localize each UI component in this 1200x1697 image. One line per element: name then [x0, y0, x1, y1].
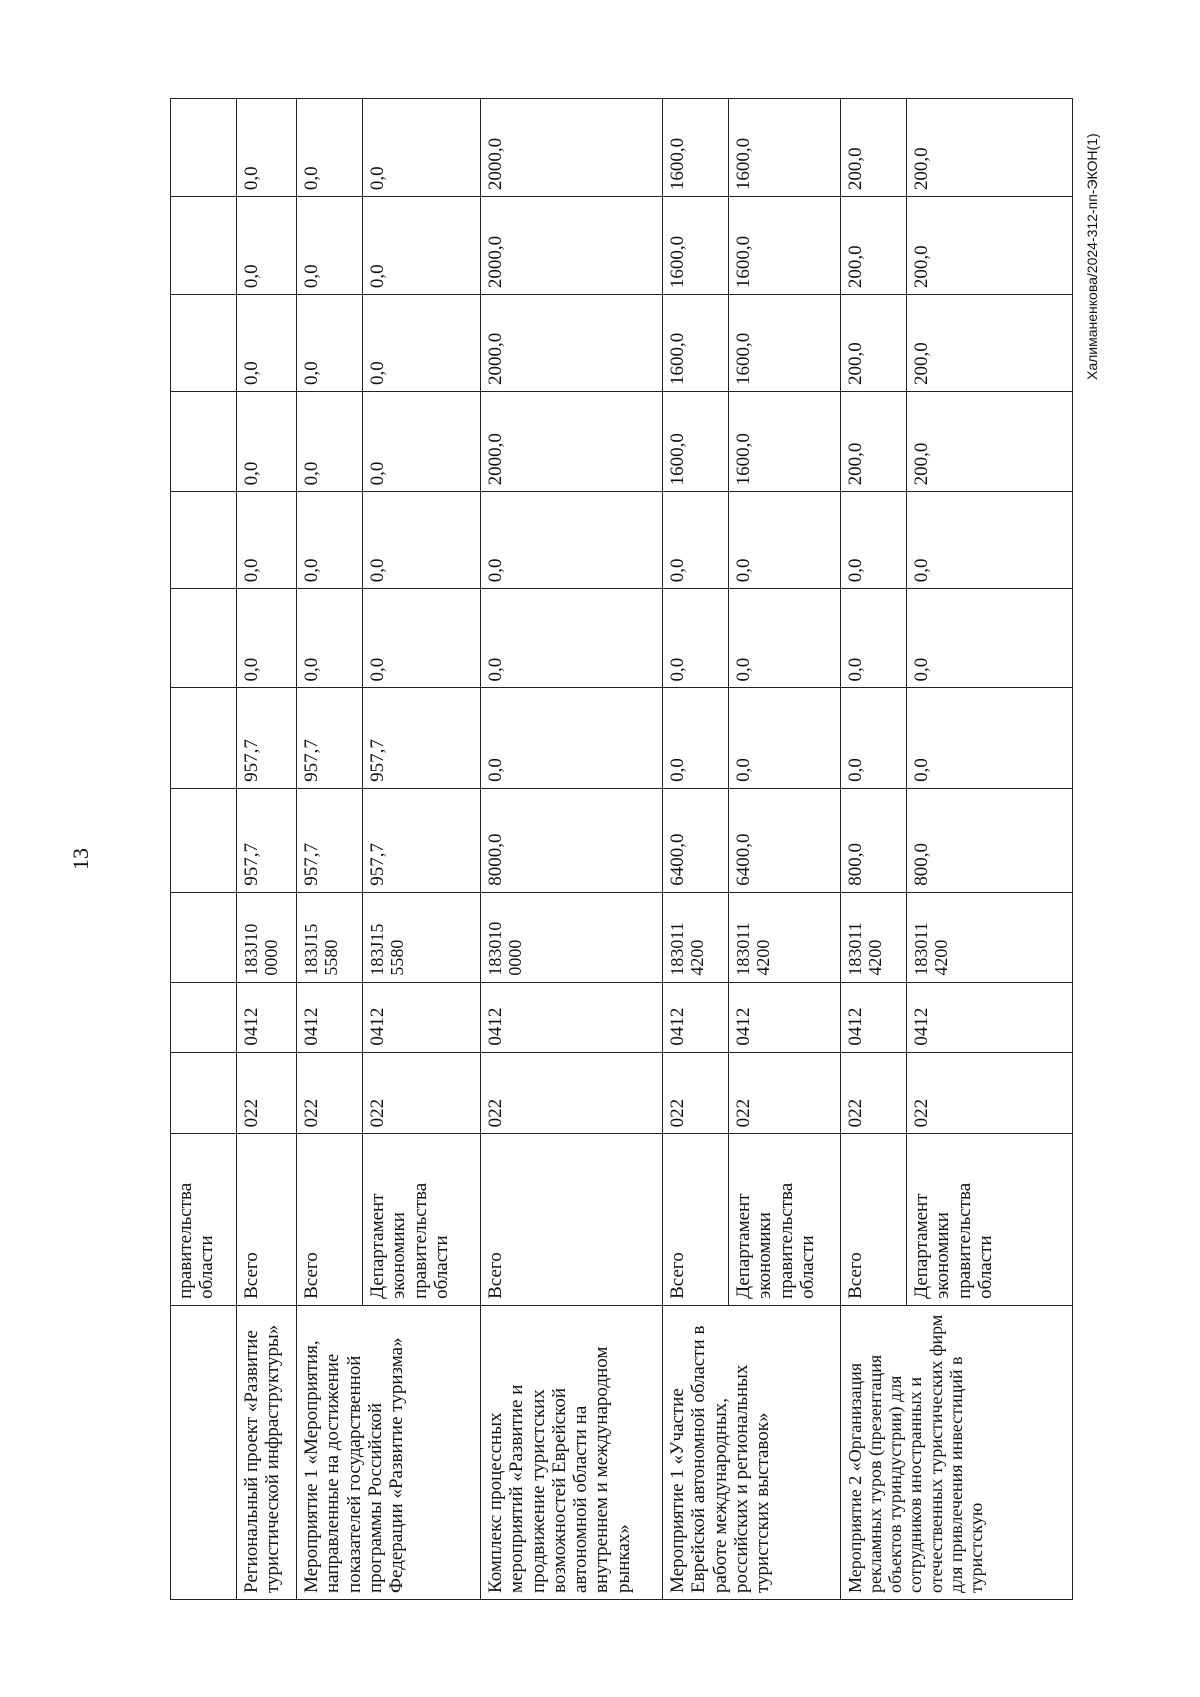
page-number: 13 — [68, 848, 93, 870]
row-value: 0,0 — [237, 492, 297, 589]
row-value: 1600,0 — [729, 295, 841, 392]
row-rzpr: 0412 — [907, 982, 1073, 1052]
row-value: 0,0 — [841, 492, 907, 589]
row-value: 0,0 — [363, 492, 481, 589]
row-value: 0,0 — [237, 99, 297, 197]
row-value: 957,7 — [237, 688, 297, 788]
row-value: 0,0 — [481, 492, 663, 589]
row-value: 0,0 — [663, 589, 729, 688]
row-rzpr: 0412 — [363, 982, 481, 1052]
row-value: 0,0 — [907, 492, 1073, 589]
header-executor-continuation: правительства области — [171, 1134, 237, 1306]
row-executor: Департамент экономики правительства области — [363, 1134, 481, 1306]
row-value: 0,0 — [663, 492, 729, 589]
row-value: 200,0 — [841, 99, 907, 197]
row-value: 6400,0 — [729, 788, 841, 892]
row-grbs: 022 — [729, 1052, 841, 1134]
row-name: Региональный проект «Развитие туристической инфраструктуры» — [237, 1305, 297, 1599]
row-value: 0,0 — [663, 688, 729, 788]
row-rzpr: 0412 — [841, 982, 907, 1052]
row-grbs: 022 — [841, 1052, 907, 1134]
row-value: 0,0 — [363, 392, 481, 492]
row-value: 2000,0 — [481, 392, 663, 492]
row-value: 200,0 — [841, 197, 907, 295]
row-value: 0,0 — [729, 688, 841, 788]
row-value: 0,0 — [297, 589, 363, 688]
row-value: 200,0 — [841, 392, 907, 492]
row-value: 0,0 — [363, 99, 481, 197]
row-name: Мероприятие 2 «Организация рекламных туров (презентация объектов туриндустрии) для сотрудников иностранных и отечественных туристических фирм для привлечения инвестиций в туристскую — [841, 1305, 1073, 1599]
row-rzpr: 0412 — [237, 982, 297, 1052]
row-value: 0,0 — [481, 589, 663, 688]
budget-table-container — [170, 98, 1072, 1600]
row-value: 0,0 — [841, 688, 907, 788]
row-value: 2000,0 — [481, 99, 663, 197]
row-value: 200,0 — [841, 295, 907, 392]
row-value: 0,0 — [363, 295, 481, 392]
row-name: Комплекс процессных мероприятий «Развитие и продвижение туристских возможностей Еврейской автономной области на внутреннем и международном рынках» — [481, 1305, 663, 1599]
header-continuation-row — [171, 99, 237, 1600]
row-value: 957,7 — [297, 788, 363, 892]
row-csr: 183011 4200 — [907, 892, 1073, 982]
row-executor: Департамент экономики правительства области — [907, 1134, 1073, 1306]
table-row — [663, 99, 729, 1600]
row-executor: Всего — [481, 1134, 663, 1306]
row-grbs: 022 — [297, 1052, 363, 1134]
row-grbs: 022 — [663, 1052, 729, 1134]
row-value: 0,0 — [297, 99, 363, 197]
table-row — [237, 99, 297, 1600]
row-value: 957,7 — [297, 688, 363, 788]
row-value: 2000,0 — [481, 197, 663, 295]
row-value: 0,0 — [237, 589, 297, 688]
row-value: 200,0 — [907, 392, 1073, 492]
row-csr: 183J10 0000 — [237, 892, 297, 982]
row-value: 200,0 — [907, 295, 1073, 392]
row-csr: 183J15 5580 — [297, 892, 363, 982]
row-value: 0,0 — [907, 589, 1073, 688]
row-grbs: 022 — [363, 1052, 481, 1134]
row-value: 0,0 — [481, 688, 663, 788]
row-executor: Всего — [237, 1134, 297, 1306]
row-value: 1600,0 — [663, 392, 729, 492]
row-value: 1600,0 — [729, 392, 841, 492]
row-executor: Всего — [297, 1134, 363, 1306]
row-csr: 183J15 5580 — [363, 892, 481, 982]
row-value: 200,0 — [907, 197, 1073, 295]
row-executor: Всего — [841, 1134, 907, 1306]
row-value: 1600,0 — [729, 99, 841, 197]
row-grbs: 022 — [237, 1052, 297, 1134]
row-value: 0,0 — [729, 492, 841, 589]
row-value: 800,0 — [907, 788, 1073, 892]
row-rzpr: 0412 — [729, 982, 841, 1052]
row-value: 200,0 — [907, 99, 1073, 197]
row-value: 800,0 — [841, 788, 907, 892]
row-value: 0,0 — [237, 392, 297, 492]
cell-empty — [171, 1305, 237, 1599]
row-grbs: 022 — [907, 1052, 1073, 1134]
row-csr: 183011 4200 — [663, 892, 729, 982]
table-row — [297, 99, 363, 1600]
row-value: 8000,0 — [481, 788, 663, 892]
row-value: 957,7 — [237, 788, 297, 892]
budget-table — [170, 98, 1073, 1600]
row-value: 0,0 — [363, 589, 481, 688]
row-value: 1600,0 — [729, 197, 841, 295]
row-value: 0,0 — [237, 295, 297, 392]
row-rzpr: 0412 — [663, 982, 729, 1052]
table-row — [841, 99, 907, 1600]
row-rzpr: 0412 — [297, 982, 363, 1052]
row-value: 0,0 — [297, 492, 363, 589]
row-value: 0,0 — [729, 589, 841, 688]
row-value: 957,7 — [363, 688, 481, 788]
row-value: 0,0 — [297, 392, 363, 492]
row-executor: Департамент экономики правительства области — [729, 1134, 841, 1306]
row-rzpr: 0412 — [481, 982, 663, 1052]
row-csr: 183011 4200 — [729, 892, 841, 982]
row-value: 0,0 — [907, 688, 1073, 788]
row-csr: 183010 0000 — [481, 892, 663, 982]
row-executor: Всего — [663, 1134, 729, 1306]
row-name: Мероприятие 1 «Участие Еврейской автономной области в работе международных, российских и региональных туристских выставок» — [663, 1305, 841, 1599]
row-csr: 183011 4200 — [841, 892, 907, 982]
row-value: 6400,0 — [663, 788, 729, 892]
row-value: 1600,0 — [663, 197, 729, 295]
row-value: 2000,0 — [481, 295, 663, 392]
table-row — [481, 99, 663, 1600]
row-value: 0,0 — [363, 197, 481, 295]
row-value: 0,0 — [237, 197, 297, 295]
row-value: 0,0 — [297, 295, 363, 392]
row-value: 1600,0 — [663, 295, 729, 392]
row-value: 0,0 — [297, 197, 363, 295]
row-value: 957,7 — [363, 788, 481, 892]
row-name: Мероприятие 1 «Мероприятия, направленные на достижение показателей государственной программы Российской Федерации «Развитие туризма» — [297, 1305, 481, 1599]
document-code: Халиманенкова/2024-312-пп-ЭКОН(1) — [1084, 133, 1100, 380]
row-value: 1600,0 — [663, 99, 729, 197]
row-grbs: 022 — [481, 1052, 663, 1134]
row-value: 0,0 — [841, 589, 907, 688]
